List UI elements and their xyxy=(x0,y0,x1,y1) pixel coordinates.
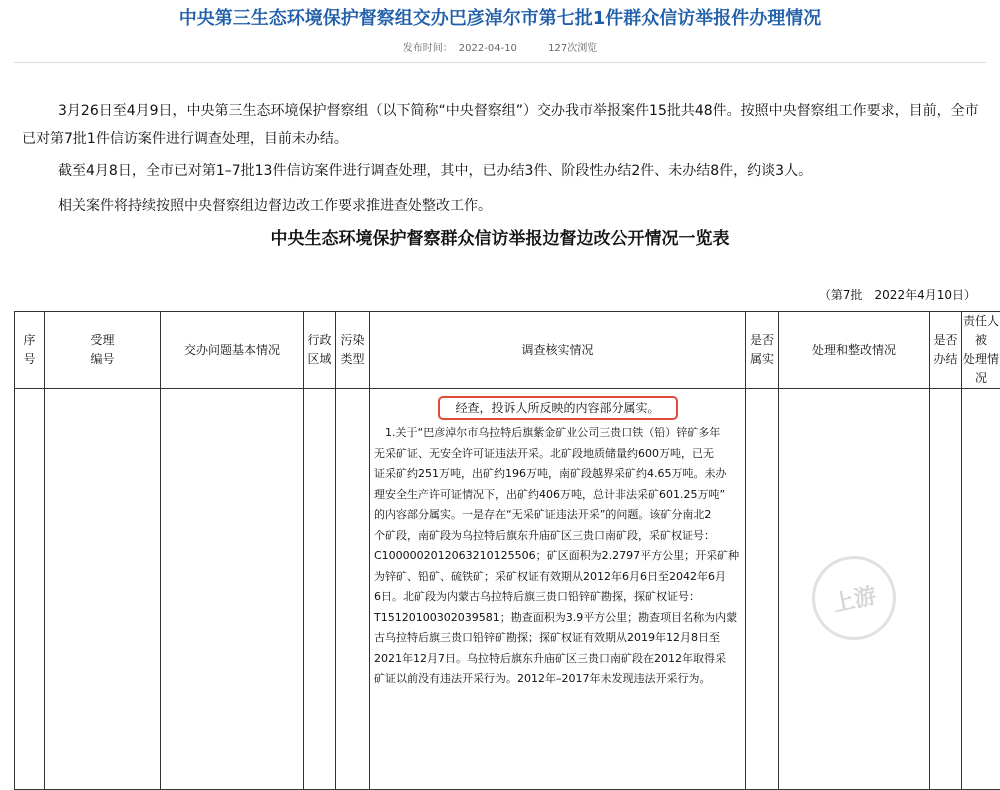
cell-pollution-type xyxy=(336,389,370,790)
header-divider xyxy=(14,62,986,63)
detail-line: 的内容部分属实。一是存在“无采矿证违法开采”的问题。该矿分南北2 xyxy=(374,505,741,526)
cell-closed xyxy=(930,389,962,790)
header-closed: 是否 办结 xyxy=(930,312,962,389)
detail-line: C1000002012063210125506；矿区面积为2.2797平方公里；开采矿种 xyxy=(374,546,741,567)
header-issue: 交办问题基本情况 xyxy=(161,312,304,389)
cell-responsible xyxy=(962,389,1000,790)
publish-info xyxy=(403,43,517,54)
header-case-id: 受理 编号 xyxy=(45,312,161,389)
header-seq: 序 号 xyxy=(15,312,45,389)
detail-line: 理安全生产许可证情况下，出矿约406万吨，总计非法采矿601.25万吨” xyxy=(374,485,741,506)
investigation-detail xyxy=(370,420,745,690)
detail-line: 1.关于“巴彦淖尔市乌拉特后旗紫金矿业公司三贵口铁（铅）锌矿多年 xyxy=(374,423,741,444)
article-title: 中央第三生态环境保护督察组交办巴彦淖尔市第七批1件群众信访举报件办理情况 xyxy=(0,4,1000,30)
batch-info: （第7批 2022年4月10日） xyxy=(819,286,976,303)
cell-issue xyxy=(161,389,304,790)
complaint-table xyxy=(14,311,1000,790)
header-verified: 是否 属实 xyxy=(746,312,779,389)
paragraph-3: 相关案件将持续按照中央督察组边督边改工作要求推进查处整改工作。 xyxy=(22,192,984,220)
header-pollution-type: 污染 类型 xyxy=(336,312,370,389)
header-handling: 处理和整改情况 xyxy=(779,312,930,389)
cell-investigation xyxy=(370,389,746,790)
cell-region xyxy=(304,389,336,790)
publish-date: 2022-04-10 xyxy=(459,43,517,54)
article-meta xyxy=(0,39,1000,54)
table-title: 中央生态环境保护督察群众信访举报边督边改公开情况一览表 xyxy=(0,224,1000,249)
cell-case-id xyxy=(45,389,161,790)
detail-line: 古乌拉特后旗三贵口铅锌矿勘探；探矿权证有效期从2019年12月8日至 xyxy=(374,628,741,649)
header-responsible: 责任人被 处理情况 xyxy=(962,312,1000,389)
header-region: 行政 区域 xyxy=(304,312,336,389)
detail-line: 2021年12月7日。乌拉特后旗东升庙矿区三贵口南矿段在2012年取得采 xyxy=(374,649,741,670)
watermark-logo: 上游 xyxy=(804,548,904,648)
detail-line: 无采矿证、无安全许可证违法开采。北矿段地质储量约600万吨，已无 xyxy=(374,444,741,465)
cell-seq xyxy=(15,389,45,790)
publish-label: 发布时间： xyxy=(403,43,453,54)
view-count: 127次浏览 xyxy=(548,43,597,54)
paragraph-2: 截至4月8日，全市已对第1–7批13件信访案件进行调查处理，其中，已办结3件、阶段性办结2件、未办结8件，约谈3人。 xyxy=(22,157,984,185)
highlighted-conclusion: 经查，投诉人所反映的内容部分属实。 xyxy=(438,396,678,420)
detail-line: 证采矿约251万吨，出矿约196万吨，南矿段越界采矿约4.65万吨。未办 xyxy=(374,464,741,485)
detail-line: 矿证以前没有违法开采行为。2012年–2017年未发现违法开采行为。 xyxy=(374,669,741,690)
header-investigation: 调查核实情况 xyxy=(370,312,746,389)
detail-line: 为锌矿、铅矿、硫铁矿；采矿权证有效期从2012年6月6日至2042年6月 xyxy=(374,567,741,588)
detail-line: T15120100302039581；勘查面积为3.9平方公里；勘查项目名称为内蒙 xyxy=(374,608,741,629)
detail-line: 个矿段，南矿段为乌拉特后旗东升庙矿区三贵口南矿段，采矿权证号： xyxy=(374,526,741,547)
paragraph-1: 3月26日至4月9日，中央第三生态环境保护督察组（以下简称“中央督察组”）交办我市举报案件15批共48件。按照中央督察组工作要求，目前，全市已对第7批1件信访案件进行调查处理，目前未办结。 xyxy=(22,97,984,153)
detail-line: 6日。北矿段为内蒙古乌拉特后旗三贵口铅锌矿勘探，探矿权证号： xyxy=(374,587,741,608)
table-header-row xyxy=(15,312,1000,389)
cell-verified xyxy=(746,389,779,790)
